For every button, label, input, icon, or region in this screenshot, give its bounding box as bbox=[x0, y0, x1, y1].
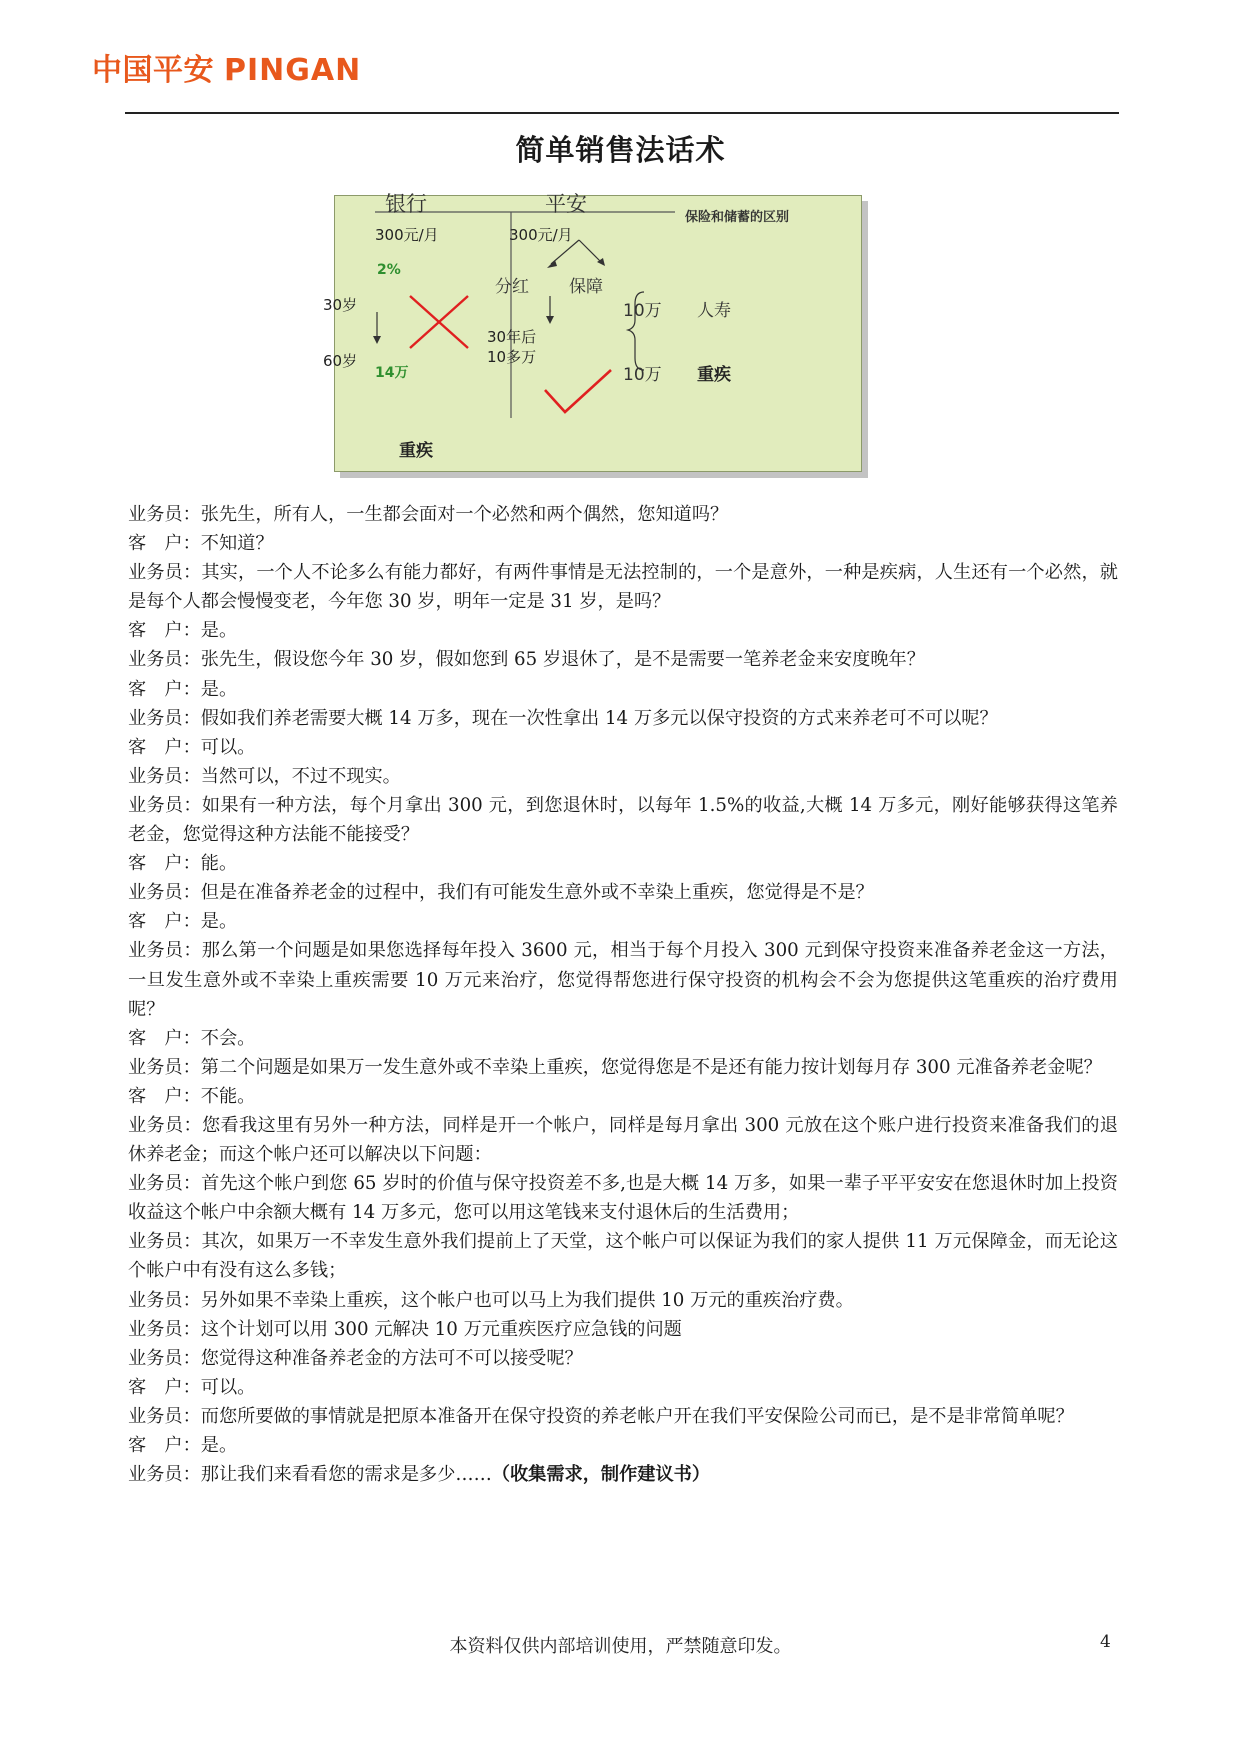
dialogue-line bbox=[128, 791, 1118, 849]
dialogue-text: 客 户：是。 bbox=[128, 911, 238, 933]
dialogue-line bbox=[128, 733, 1118, 762]
pingan-after-years: 30年后 bbox=[487, 328, 537, 346]
dialogue-line bbox=[128, 1227, 1118, 1285]
dialogue-text: 业务员：张先生，所有人，一生都会面对一个必然和两个偶然，您知道吗？ bbox=[128, 504, 729, 525]
dialogue-line bbox=[128, 675, 1118, 704]
dialogue bbox=[128, 500, 1118, 1489]
dialogue-line bbox=[128, 1082, 1118, 1111]
dialogue-line bbox=[128, 500, 1118, 529]
protection-arrow bbox=[579, 240, 601, 262]
dialogue-text: 业务员：您觉得这种准备养老金的方法可不可以接受呢？ bbox=[128, 1347, 583, 1369]
dialogue-text: 业务员：您看我这里有另外一种方法，同样是开一个帐户，同样是每月拿出 300 元放在这个账户进行投资来准备我们的退休养老金；而这个帐户还可以解决以下问题： bbox=[128, 1114, 1118, 1166]
dialogue-text: 业务员：当然可以，不过不现实。 bbox=[128, 765, 401, 787]
dialogue-text: 客 户：可以。 bbox=[128, 1376, 256, 1398]
dialogue-text: 业务员：首先这个帐户到您 65 岁时的价值与保守投资差不多,也是大概 14 万多，如果一辈子平平安安在您退休时加上投资收益这个帐户中余额大概有 14 万多元，您可以用这笔钱来支付退休后的生活费用； bbox=[128, 1173, 1118, 1224]
dialogue-line bbox=[128, 704, 1118, 733]
dialogue-text: 客 户：可以。 bbox=[128, 736, 256, 758]
dialogue-text: 业务员：这个计划可以用 300 元解决 10 万元重疾医疗应急钱的问题 bbox=[128, 1318, 682, 1340]
pingan-monthly: 300元/月 bbox=[509, 226, 573, 244]
dialogue-line bbox=[128, 1315, 1118, 1344]
dialogue-line bbox=[128, 878, 1118, 907]
dialogue-line bbox=[128, 762, 1118, 791]
dialogue-line bbox=[128, 1344, 1118, 1373]
page-title: 简单销售法话术 bbox=[515, 133, 726, 167]
pingan-protection: 保障 bbox=[569, 277, 603, 297]
dialogue-line bbox=[128, 1286, 1118, 1315]
dialogue-text: 业务员：那让我们来看看您的需求是多少…… bbox=[128, 1464, 492, 1486]
dialogue-line bbox=[128, 645, 1118, 674]
pingan-ci-amount: 10万 bbox=[623, 365, 662, 385]
dialogue-text: 业务员：张先生，假设您今年 30 岁，假如您到 65 岁退休了，是不是需要一笔养老金来安度晚年？ bbox=[128, 649, 925, 671]
bank-monthly: 300元/月 bbox=[375, 226, 439, 244]
dialogue-text: 业务员：其次，如果万一不幸发生意外我们提前上了天堂，这个帐户可以保证为我们的家人提供 11 万元保障金，而无论这个帐户中有没有这么多钱； bbox=[128, 1231, 1118, 1282]
dialogue-text: 业务员：其实，一个人不论多么有能力都好，有两件事情是无法控制的，一个是意外，一种是疾病，人生还有一个必然，就是每个人都会慢慢变老，今年您 30 岁，明年一定是 31 岁，是吗？ bbox=[128, 562, 1118, 613]
logo-cn: 中国平安 bbox=[92, 53, 214, 88]
dialogue-text: 客 户：不会。 bbox=[128, 1027, 256, 1049]
dialogue-emphasis: （收集需求，制作建议书） bbox=[491, 1464, 711, 1486]
pingan-logo bbox=[92, 45, 361, 89]
dialogue-line bbox=[128, 1460, 1118, 1489]
bank-rate: 2% bbox=[377, 262, 401, 278]
dialogue-line bbox=[128, 849, 1118, 878]
pingan-dividend: 分红 bbox=[495, 277, 529, 297]
dialogue-text: 客 户：不能。 bbox=[128, 1085, 256, 1107]
pingan-life-label: 人寿 bbox=[697, 301, 731, 321]
dialogue-line bbox=[128, 907, 1118, 936]
pingan-life-amount: 10万 bbox=[623, 301, 662, 321]
dialogue-line bbox=[128, 529, 1118, 558]
check-mark bbox=[545, 370, 611, 412]
logo-en: PINGAN bbox=[224, 53, 362, 88]
dialogue-text: 业务员：第二个问题是如果万一发生意外或不幸染上重疾，您觉得您是不是还有能力按计划每月存 300 元准备养老金呢？ bbox=[128, 1056, 1102, 1078]
dialogue-line bbox=[128, 936, 1118, 1023]
dialogue-line bbox=[128, 1169, 1118, 1227]
dialogue-text: 业务员：如果有一种方法，每个月拿出 300 元，到您退休时，以每年 1.5%的收益,大概 14 万多元，刚好能够获得这笔养老金，您觉得这种方法能不能接受？ bbox=[128, 794, 1118, 846]
dialogue-text: 业务员：而您所要做的事情就是把原本准备开在保守投资的养老帐户开在我们平安保险公司而已，是不是非常简单呢？ bbox=[128, 1405, 1074, 1427]
age-arrow-head bbox=[373, 336, 381, 344]
bank-total: 14万 bbox=[375, 365, 409, 381]
bank-disease: 重疾 bbox=[399, 441, 433, 461]
page-number: 4 bbox=[1100, 1632, 1111, 1652]
pingan-ci-label: 重疾 bbox=[697, 365, 731, 385]
dialogue-line bbox=[128, 1111, 1118, 1169]
header-rule bbox=[125, 112, 1119, 114]
diagram-caption: 保险和储蓄的区别 bbox=[685, 210, 790, 225]
dialogue-text: 业务员：假如我们养老需要大概 14 万多，现在一次性拿出 14 万多元以保守投资的方式来养老可不可以呢？ bbox=[128, 707, 998, 729]
dialogue-line bbox=[128, 1053, 1118, 1082]
bank-age-start: 30岁 bbox=[323, 296, 358, 314]
dialogue-line bbox=[128, 1373, 1118, 1402]
dialogue-text: 客 户：是。 bbox=[128, 620, 238, 642]
dialogue-text: 业务员：另外如果不幸染上重疾，这个帐户也可以马上为我们提供 10 万元的重疾治疗费。 bbox=[128, 1289, 854, 1311]
dialogue-text: 业务员：但是在准备养老金的过程中，我们有可能发生意外或不幸染上重疾，您觉得是不是？ bbox=[128, 882, 874, 904]
footer-notice: 本资料仅供内部培训使用，严禁随意印发。 bbox=[449, 1636, 792, 1657]
pingan-heading: 平安 bbox=[545, 192, 587, 216]
pingan-amount-after: 10多万 bbox=[487, 348, 537, 366]
dialogue-text: 客 户：能。 bbox=[128, 853, 238, 875]
bank-heading: 银行 bbox=[385, 192, 427, 216]
dialogue-line bbox=[128, 1431, 1118, 1460]
dialogue-line bbox=[128, 1402, 1118, 1431]
dialogue-text: 客 户：不知道？ bbox=[128, 533, 274, 555]
dialogue-line bbox=[128, 558, 1118, 616]
dialogue-text: 业务员：那么第一个问题是如果您选择每年投入 3600 元，相当于每个月投入 300 元到保守投资来准备养老金这一方法，一旦发生意外或不幸染上重疾需要 10 万元来治疗，您觉得帮您进行保守投资的机构会不会为您提供这笔重疾的治疗费用呢？ bbox=[128, 940, 1118, 1020]
dialogue-line bbox=[128, 616, 1118, 645]
dialogue-text: 客 户：是。 bbox=[128, 678, 238, 700]
dialogue-line bbox=[128, 1024, 1118, 1053]
dialogue-text: 客 户：是。 bbox=[128, 1435, 238, 1456]
insurance-vs-savings-diagram bbox=[323, 192, 862, 472]
bank-age-end: 60岁 bbox=[323, 352, 358, 370]
